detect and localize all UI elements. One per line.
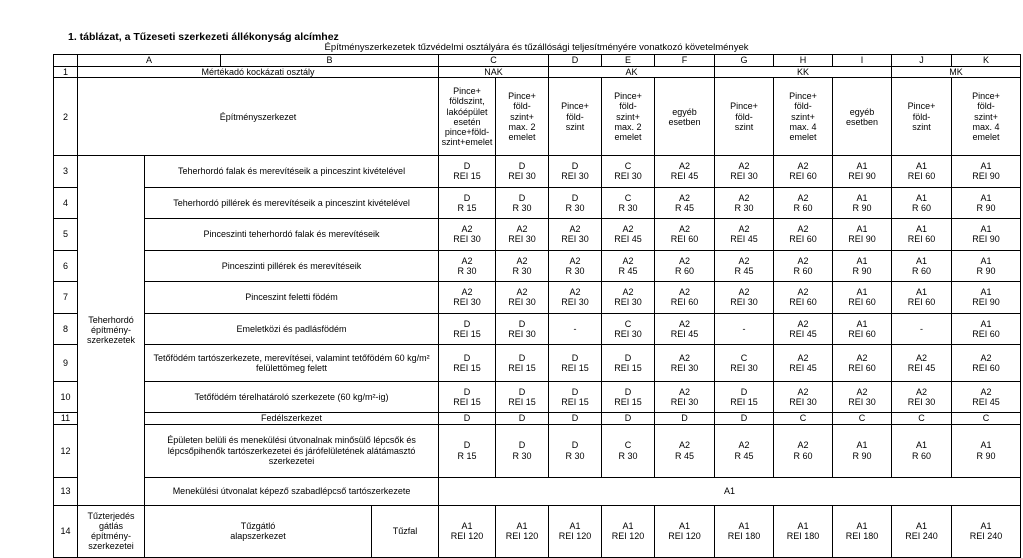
requirement-cell: D REI 15 — [602, 344, 655, 381]
row-label: Pinceszinti teherhordó falak és merevítéseik — [145, 219, 439, 250]
requirement-cell: A1 R 90 — [833, 250, 892, 281]
table-row — [54, 313, 1021, 344]
requirement-cell: A2 REI 60 — [952, 344, 1021, 381]
storey-condition-cell: Pince+ föld- szint+ max. 2 emelet — [602, 78, 655, 156]
row-number: 6 — [54, 250, 78, 281]
requirements-table — [53, 54, 1021, 558]
requirement-cell: D — [496, 413, 549, 424]
requirement-cell: A2 R 45 — [715, 250, 774, 281]
storey-condition-cell: Pince+ föld- szint+ max. 4 emelet — [952, 78, 1021, 156]
table-row — [54, 156, 1021, 187]
table-row — [54, 413, 1021, 424]
requirement-cell: D — [715, 413, 774, 424]
row-number: 8 — [54, 313, 78, 344]
row-number: 3 — [54, 156, 78, 187]
requirement-cell: A1 R 60 — [892, 250, 952, 281]
requirement-cell: A1 REI 60 — [833, 282, 892, 313]
row-number: 2 — [54, 78, 78, 156]
table-row — [54, 219, 1021, 250]
requirement-cell: A2 R 60 — [774, 424, 833, 477]
table-row — [54, 344, 1021, 381]
requirement-cell: A2 R 30 — [549, 250, 602, 281]
requirement-cell: A2 REI 45 — [715, 219, 774, 250]
requirement-cell: A1 REI 240 — [892, 505, 952, 557]
requirement-cell: D REI 15 — [715, 381, 774, 412]
group-label-fire-spread: Tűzterjedés gátlás építmény- szerkezetei — [78, 505, 145, 557]
requirement-cell: D REI 15 — [549, 344, 602, 381]
requirement-cell: A1 — [439, 477, 1021, 505]
requirement-cell: D R 30 — [496, 187, 549, 218]
requirement-cell: A1 REI 90 — [833, 156, 892, 187]
requirement-cell: C — [774, 413, 833, 424]
table-row — [54, 505, 1021, 557]
requirement-cell: A1 R 90 — [833, 424, 892, 477]
storey-condition-cell: egyéb esetben — [655, 78, 715, 156]
row-number: 12 — [54, 424, 78, 477]
row-number: 7 — [54, 282, 78, 313]
requirement-cell: A1 R 60 — [892, 424, 952, 477]
requirement-cell: C — [952, 413, 1021, 424]
requirement-cell: D REI 30 — [496, 156, 549, 187]
requirement-cell: C REI 30 — [715, 344, 774, 381]
requirement-cell: C REI 30 — [602, 156, 655, 187]
requirement-cell: D REI 15 — [496, 344, 549, 381]
row-label: Épületen belüli és menekülési útvonalnak minősülő lépcsők és lépcsőpihenők tartószerkezetei és járófelületének alátámasztó szerkezetei — [145, 424, 439, 477]
row-label: Pinceszinti pillérek és merevítéseik — [145, 250, 439, 281]
requirement-cell: A2 REI 30 — [715, 156, 774, 187]
risk-class-nak: NAK — [439, 67, 549, 78]
requirement-cell: A2 REI 30 — [833, 381, 892, 412]
requirement-cell: A2 REI 45 — [892, 344, 952, 381]
col-letter-b: B — [221, 55, 439, 67]
requirement-cell: A2 R 45 — [602, 250, 655, 281]
row-number: 11 — [54, 413, 78, 424]
requirement-cell: A2 REI 30 — [655, 344, 715, 381]
requirement-cell: A2 REI 30 — [496, 282, 549, 313]
row-number: 1 — [54, 67, 78, 78]
requirement-cell: C R 30 — [602, 187, 655, 218]
row-number: 5 — [54, 219, 78, 250]
table-row — [54, 477, 1021, 505]
row-number: 13 — [54, 477, 78, 505]
requirement-cell: D REI 15 — [496, 381, 549, 412]
storey-condition-cell: egyéb esetben — [833, 78, 892, 156]
storey-condition-cell: Pince+ föld- szint+ max. 4 emelet — [774, 78, 833, 156]
requirement-cell: A1 R 90 — [952, 250, 1021, 281]
requirement-cell: A2 R 60 — [655, 250, 715, 281]
table-row — [54, 78, 1021, 156]
row-label: Tetőfödém térelhatároló szerkezete (60 kg/m²-ig) — [145, 381, 439, 412]
col-letter-g: G — [715, 55, 774, 67]
col-letter-k: K — [952, 55, 1021, 67]
table-body — [54, 55, 1021, 558]
table-row — [54, 282, 1021, 313]
requirement-cell: A2 REI 30 — [715, 282, 774, 313]
col-letter-d: D — [549, 55, 602, 67]
table-title: 1. táblázat, a Tűzeseti szerkezeti állékonyság alcímhez — [68, 31, 339, 43]
row-label: Tűzgátló alapszerkezet — [145, 505, 372, 557]
requirement-cell: A1 REI 180 — [833, 505, 892, 557]
requirement-cell: D R 30 — [549, 424, 602, 477]
requirement-cell: A2 REI 60 — [655, 219, 715, 250]
row-label: Pinceszint feletti födém — [145, 282, 439, 313]
risk-class-ak: AK — [549, 67, 715, 78]
table-caption: Építményszerkezetek tűzvédelmi osztályára és tűzállósági teljesítményére vonatkozó követelmények — [324, 42, 749, 53]
requirement-cell: A2 R 30 — [496, 250, 549, 281]
group-label-load-bearing: Teherhordó építmény- szerkezetek — [78, 156, 145, 505]
row-label: Teherhordó falak és merevítéseik a pinceszint kivételével — [145, 156, 439, 187]
requirement-cell: A2 REI 45 — [952, 381, 1021, 412]
requirement-cell: A2 R 30 — [715, 187, 774, 218]
requirement-cell: A2 REI 45 — [655, 313, 715, 344]
requirement-cell: A1 REI 180 — [715, 505, 774, 557]
row-label: Fedélszerkezet — [145, 413, 439, 424]
requirement-cell: D REI 30 — [496, 313, 549, 344]
col-letter-i: I — [833, 55, 892, 67]
requirement-cell: C REI 30 — [602, 313, 655, 344]
row-number: 4 — [54, 187, 78, 218]
requirement-cell: A2 REI 30 — [439, 282, 496, 313]
requirement-cell: C — [892, 413, 952, 424]
requirement-cell: A1 R 90 — [952, 187, 1021, 218]
requirement-cell: D REI 15 — [439, 156, 496, 187]
col-letter-c: C — [439, 55, 549, 67]
requirement-cell: D REI 15 — [439, 381, 496, 412]
requirement-cell: - — [892, 313, 952, 344]
risk-class-kk: KK — [715, 67, 892, 78]
requirement-cell: A2 REI 45 — [774, 313, 833, 344]
requirement-cell: A1 REI 120 — [439, 505, 496, 557]
col-letter-e: E — [602, 55, 655, 67]
requirement-cell: D — [655, 413, 715, 424]
requirement-cell: D — [439, 413, 496, 424]
requirement-cell: A1 REI 60 — [892, 282, 952, 313]
requirement-cell: A2 REI 30 — [439, 219, 496, 250]
requirement-cell: A1 REI 60 — [833, 313, 892, 344]
row-number: 9 — [54, 344, 78, 381]
requirement-cell: A1 REI 60 — [892, 219, 952, 250]
storey-condition-cell: Pince+ föld- szint — [892, 78, 952, 156]
storey-condition-cell: Pince+ föld- szint+ max. 2 emelet — [496, 78, 549, 156]
requirement-cell: A1 REI 180 — [774, 505, 833, 557]
table-row — [54, 424, 1021, 477]
requirement-cell: A1 REI 90 — [833, 219, 892, 250]
requirement-cell: D REI 15 — [439, 344, 496, 381]
row-label: Mértékadó kockázati osztály — [78, 67, 439, 78]
requirement-cell: A2 R 45 — [655, 187, 715, 218]
col-letter-h: H — [774, 55, 833, 67]
requirement-cell: D REI 30 — [549, 156, 602, 187]
col-letter-j: J — [892, 55, 952, 67]
row-label: Menekülési útvonalat képező szabadlépcső tartószerkezete — [145, 477, 439, 505]
requirement-cell: A2 REI 30 — [496, 219, 549, 250]
requirement-cell: D REI 15 — [549, 381, 602, 412]
requirement-cell: A1 REI 120 — [496, 505, 549, 557]
row-label: Teherhordó pillérek és merevítéseik a pinceszint kivételével — [145, 187, 439, 218]
risk-class-mk: MK — [892, 67, 1021, 78]
requirement-cell: A2 R 30 — [439, 250, 496, 281]
storey-condition-cell: Pince+ földszint, lakóépület esetén pince+föld- szint+emelet — [439, 78, 496, 156]
requirement-cell: A2 REI 30 — [774, 381, 833, 412]
storey-condition-cell: Pince+ föld- szint — [549, 78, 602, 156]
requirement-cell: A1 REI 90 — [952, 156, 1021, 187]
requirement-cell: A2 REI 45 — [602, 219, 655, 250]
requirement-cell: D R 30 — [496, 424, 549, 477]
row-label: Tetőfödém tartószerkezete, merevítései, valamint tetőfödém 60 kg/m² felülettömeg felett — [145, 344, 439, 381]
requirement-cell: A2 R 45 — [715, 424, 774, 477]
requirement-cell: D REI 15 — [439, 313, 496, 344]
requirement-cell: A1 REI 90 — [952, 219, 1021, 250]
requirement-cell: A1 REI 120 — [655, 505, 715, 557]
requirement-cell: D R 15 — [439, 424, 496, 477]
requirement-cell: A2 REI 60 — [774, 282, 833, 313]
requirement-cell: A2 REI 60 — [833, 344, 892, 381]
row-number: 14 — [54, 505, 78, 557]
requirement-cell: C — [833, 413, 892, 424]
row-number: 10 — [54, 381, 78, 412]
requirement-cell: A2 REI 30 — [549, 219, 602, 250]
requirement-cell: A1 REI 120 — [549, 505, 602, 557]
requirement-cell: A1 R 90 — [952, 424, 1021, 477]
table-row — [54, 381, 1021, 412]
row-label: Emeletközi és padlásfödém — [145, 313, 439, 344]
col-letter-f: F — [655, 55, 715, 67]
requirement-cell: A1 REI 120 — [602, 505, 655, 557]
requirement-cell: D — [602, 413, 655, 424]
table-row — [54, 67, 1021, 78]
requirement-cell: A2 REI 60 — [655, 282, 715, 313]
requirement-cell: A2 REI 30 — [549, 282, 602, 313]
requirement-cell: A2 REI 30 — [655, 381, 715, 412]
requirement-cell: D REI 15 — [602, 381, 655, 412]
requirement-cell: A2 REI 30 — [892, 381, 952, 412]
table-row — [54, 187, 1021, 218]
requirement-cell: A1 REI 60 — [952, 313, 1021, 344]
requirement-cell: A2 REI 45 — [774, 344, 833, 381]
requirement-cell: A1 REI 60 — [892, 156, 952, 187]
requirement-cell: - — [715, 313, 774, 344]
requirement-cell: A1 REI 90 — [952, 282, 1021, 313]
requirement-cell: A1 REI 240 — [952, 505, 1021, 557]
requirement-cell: - — [549, 313, 602, 344]
requirement-cell: A2 REI 30 — [602, 282, 655, 313]
table-row — [54, 250, 1021, 281]
requirement-cell: A2 R 60 — [774, 187, 833, 218]
row-label: Építményszerkezet — [78, 78, 439, 156]
corner-cell — [54, 55, 78, 67]
col-letter-a: A — [78, 55, 221, 67]
requirement-cell: A2 REI 60 — [774, 156, 833, 187]
requirement-cell: A2 R 60 — [774, 250, 833, 281]
row-sublabel: Tűzfal — [372, 505, 439, 557]
requirement-cell: A2 R 45 — [655, 424, 715, 477]
requirement-cell: A2 REI 45 — [655, 156, 715, 187]
requirement-cell: D — [549, 413, 602, 424]
requirement-cell: C R 30 — [602, 424, 655, 477]
requirement-cell: A2 REI 60 — [774, 219, 833, 250]
requirement-cell: A1 R 90 — [833, 187, 892, 218]
requirement-cell: A1 R 60 — [892, 187, 952, 218]
storey-condition-cell: Pince+ föld- szint — [715, 78, 774, 156]
column-letter-row — [54, 55, 1021, 67]
requirement-cell: D R 15 — [439, 187, 496, 218]
requirement-cell: D R 30 — [549, 187, 602, 218]
